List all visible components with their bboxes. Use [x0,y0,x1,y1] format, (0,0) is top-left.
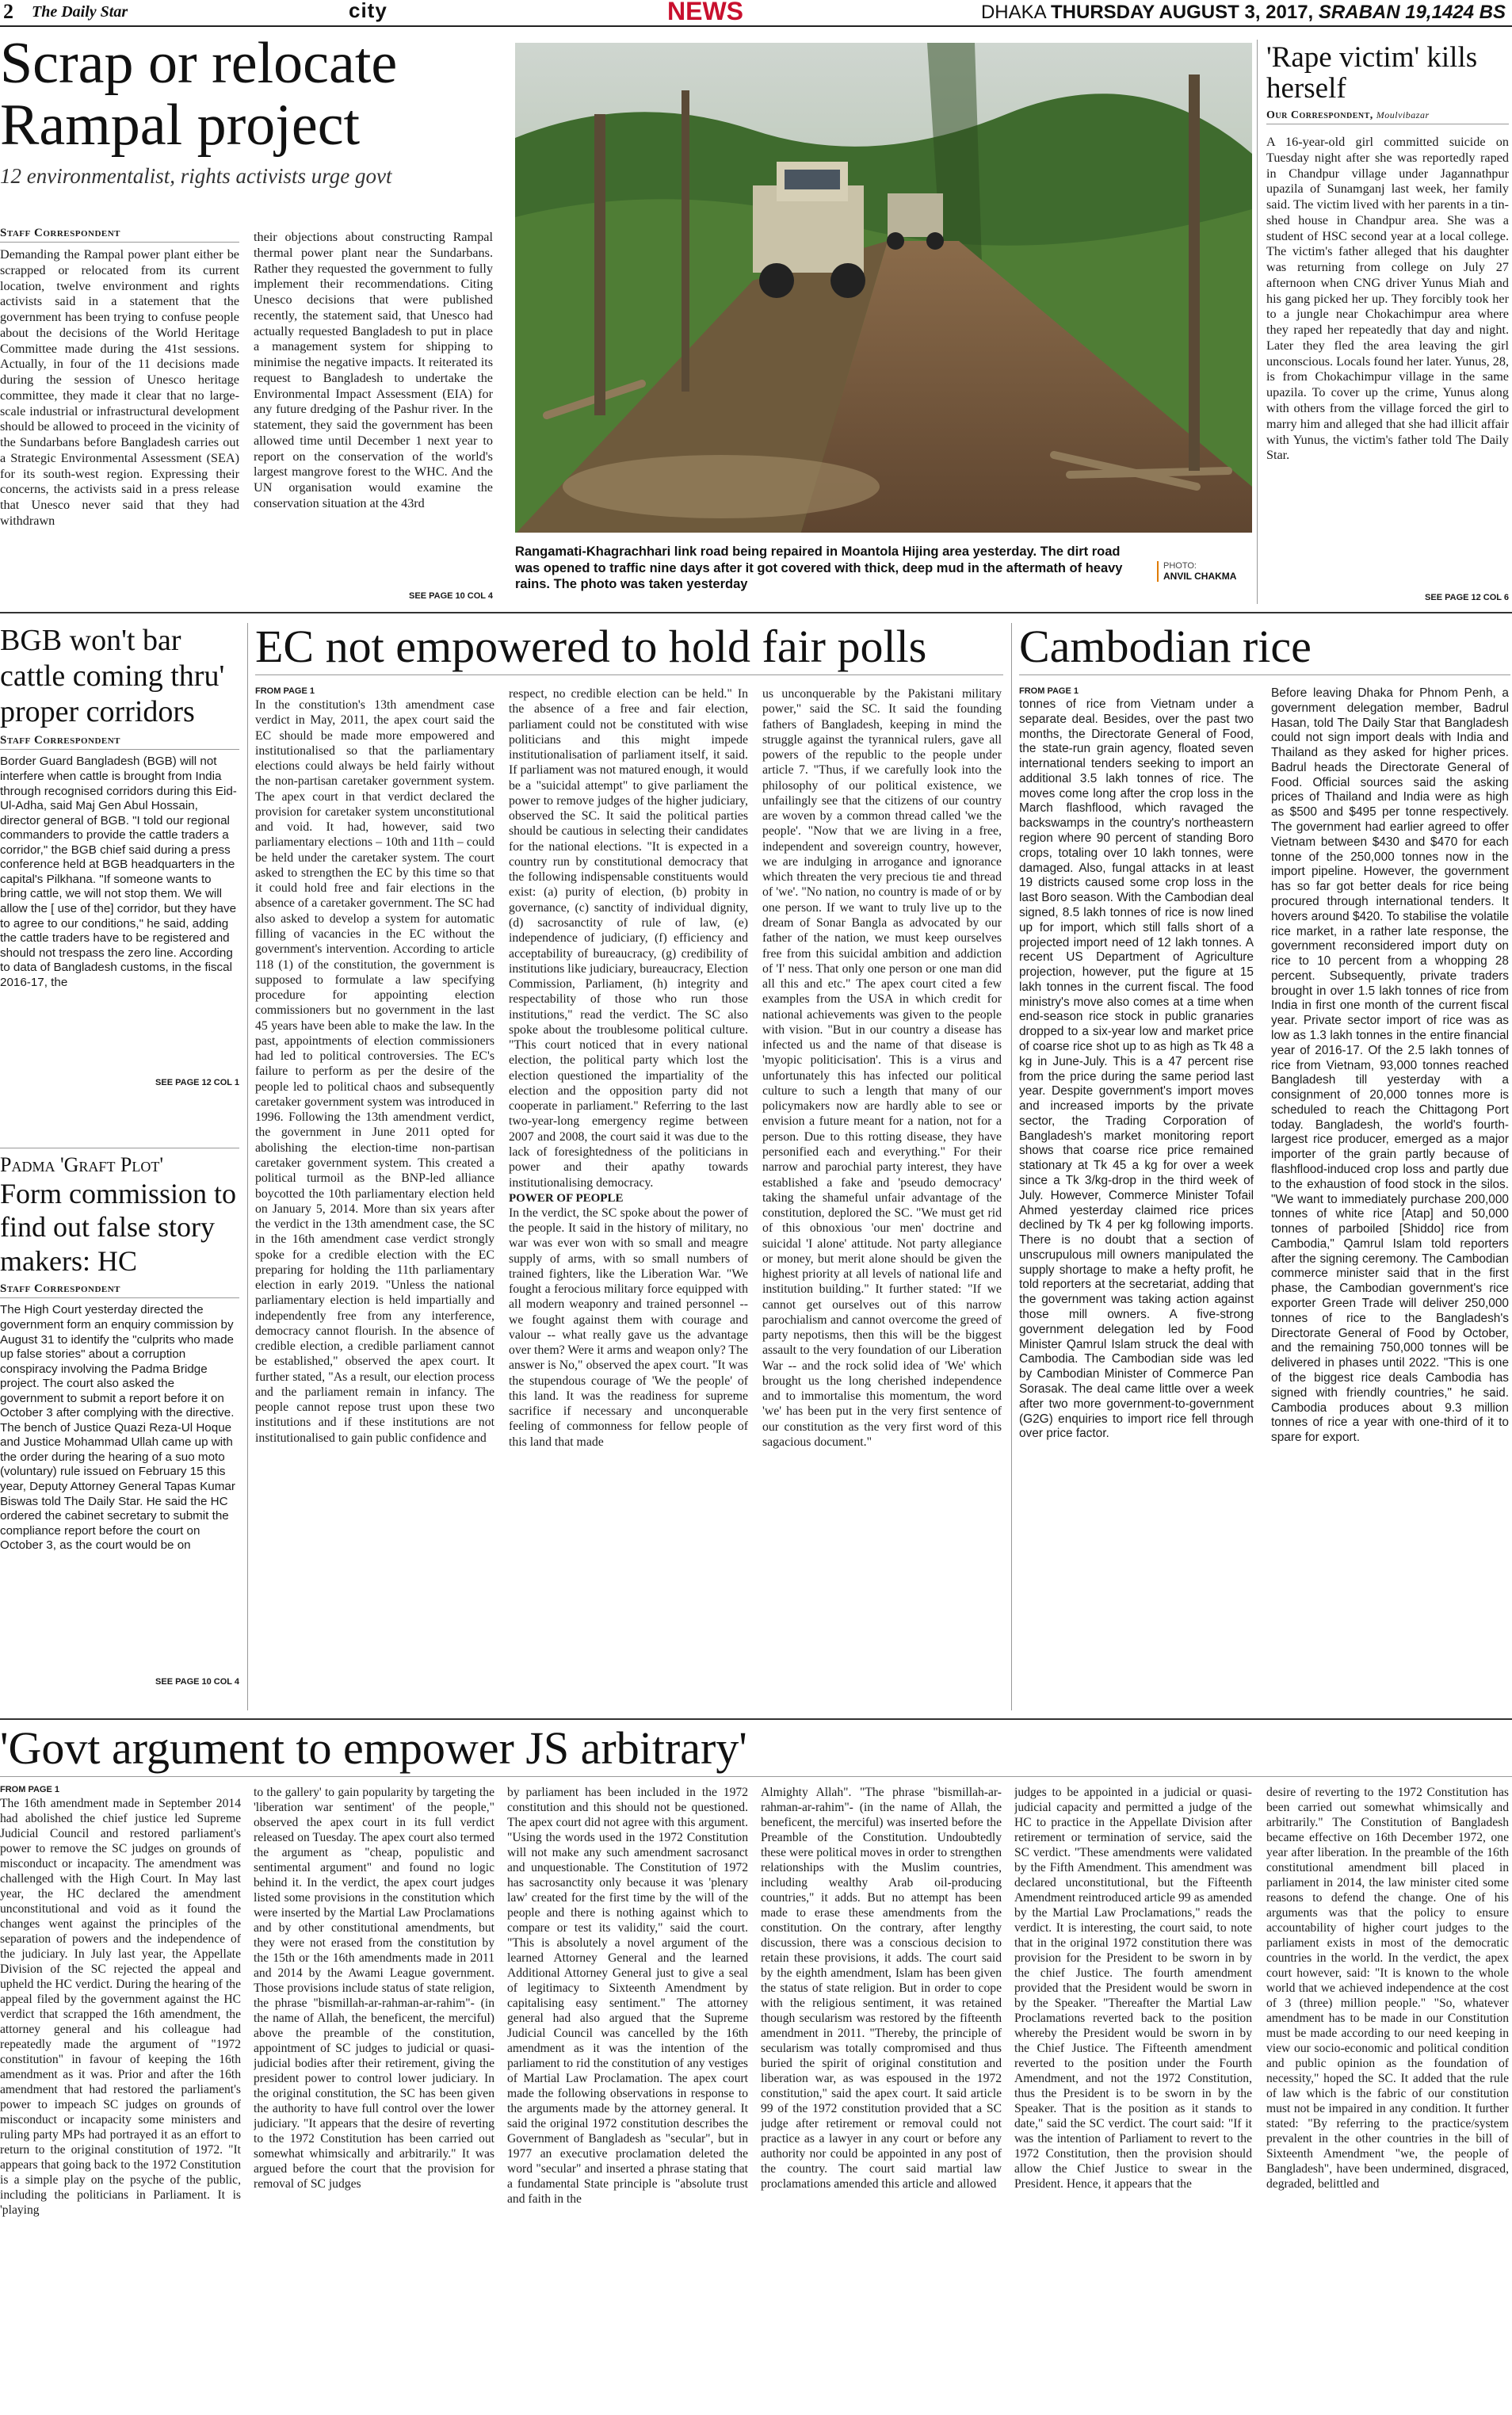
from-page-label: FROM PAGE 1 [0,1785,59,1794]
story-column-1: In the constitution's 13th amendment case verdict in May, 2011, the apex court said the EC should be made more empowered and institutionalised so that the parliamentary elections could always be held fairly without the non-partisan caretaker government system. The apex court in that verdict declared the provision for caretaker system unconstitutional and void. It had, however, said two parliamentary elections – 10th and 11th – could be held under the caretaker system. The court asked to strengthen the EC by this time so that it could hold free and fair elections in the absence of a caretaker government. The SC had also asked to develop a system for automatic filling of vacancies in the EC without the government's intervention. According to article 118 (1) of the constitution, the government is supposed to formulate a law specifying procedure for appointing election commissioners but no government in the last 45 years have been able to make the law. In the past, appointments of election commissioners had led to political controversies. The EC's failure to perform as per the desire of the people led to political chaos and subsequently caretaker government system was introduced in 1996. Following the 13th amendment verdict, the government in June 2011 opted for abolishing the election-time non-partisan caretaker government system. This created a political turmoil as the BNP-led alliance boycotted the 10th parliamentary election held on January 5, 2014. More than six years after the verdict in the 13th amendment case, the SC in the 16th amendment case verdict strongly spoke for a credible election with the EC preparing for holding the 11th parliamentary election in early 2019. "Unless the national parliamentary election is held impartially and independently free from any interference, democracy cannot flourish. In the absence of credible election, a credible parliament cannot be established," observed the apex court. It further stated, "As a result, our election process and the parliament remain in infancy. The people cannot repose trust upon these two institutions and if these institutions are not institutionalised to gain public confidence and [255,698,494,1445]
photo-credit-name: ANVIL CHAKMA [1163,571,1237,582]
story-bgb [0,623,239,1154]
story-body: Border Guard Bangladesh (BGB) will not interfere when cattle is brought from India through recognised corridors during this Eid-Ul-Adha, said Maj Gen Abul Hossain, director general of BGB. "I told our regional commanders to provide the cattle traders a corridor," the BGB chief said during a press conference held at BGB headquarters in the capital's Pilkhana. "If someone wants to bring cattle, we will not stop them. We will allow the [ use of the] corridor, but they have to agree to our conditions," he said, adding the cattle traders have to be registered and should not trespass the zero line. According to data of Bangladesh customs, in the fiscal 2016-17, the [0,755,237,989]
story-column-4: Almighty Allah". "The phrase "bismillah-ar-rahman-ar-rahim"- (in the name of Allah, the beneficent, the merciful) was inserted before the Preamble of the Constitution. Undoubtedly these were political moves in order to strengthen relationships with the Muslim countries, including wealthy Arab oil-producing countries," it adds. But no attempt has been made to erase these amendments from the constitution. On the contrary, after lengthy discussion, there was a conscious decision to retain these provisions, it adds. The court said by the eighth amendment, Islam has been given the status of state religion. But in order to cope with the religious sentiment, it was retained though secularism was restored by the fifteenth amendment in 2011. "Thereby, the principle of secularism was totally compromised and thus buried the spirit of original constitution and liberation war, as was espoused in the 1972 constitution," said the apex court. It said article 99 of the 1972 constitution provided that a SC judge after retirement or removal could not practice as a lawyer in any court or before any authority nor could be appointed in any post of the country. The court said martial law proclamations amended this article and allowed [761,1786,1002,2191]
story-column-2b-text: In the verdict, the SC spoke about the power of the people. It said in the history of military, no war was ever won with so small and meagre supply of arms, with so small numbers of trained fighters, like the Liberation War. "We fought a ferocious military force equipped with all modern weaponry and trained personnel -- we fought against them with courage and valour -- what really gave us the advantage over them? Were it arms and weapon only? The answer is No," observed the apex court. "It was the stupendous courage of 'We the people' of this land. It was the readiness for supreme sacrifice if necessary and unconquerable feeling of commonness for fellow people of this land that made [509,1206,748,1449]
dateline [981,2,1506,24]
road-repair-photo [515,43,1252,533]
story-rice [1019,623,1510,1710]
from-page-label: FROM PAGE 1 [1019,686,1079,696]
headline: 'Rape victim' kills herself [1266,41,1478,105]
photo-caption: Rangamati-Khagrachhari link road being repaired in Moantola Hijing area yesterday. The dirt road was opened to traffic nine days after it got covered with thick, deep mud in the aftermath of heavy rains. The photo was taken yesterday [515,545,1123,592]
byline [1266,109,1509,124]
story-column-3: us unconquerable by the Pakistani military power," said the SC. It said the founding fathers of Bangladesh, keeping in mind the struggle against the tyrannical rulers, gave all powers of the republic to the people under article 7. "Thus, if we carefully look into the philosophy of our political existence, we unfailingly see that the citizens of our country are woven by a common thread called 'we the people'. "Now that we are living in a free, independent and sovereign country, however, we are indulging in arrogance and ignorance which threaten the very precious tie and thread of 'we'. "No nation, no country is made of or by one person. If we want to truly live up to the dream of Sonar Bangla as advocated by our father of the nation, we must keep ourselves free from this suicidal ambition and addiction of 'I' ness. That only one person or one man did all this and etc." The apex court cited a few examples from the USA in which credit for national achievements was given to the people with vision. "But in our country a disease has infected us and the name of that disease is 'myopic politicisation'. This is a virus and unfortunately this has infected our political culture to such a length that many of our policymakers now are hardly able to see or envision a future meant for a nation, not for a person. Due to this rotting disease, they have personified each and everything." For their narrow and parochial party interest, they have established a fake and 'pseudo democracy' taking the shameful unfair advantage of the constitution, deplored the SC. "We must get rid of this obnoxious 'our men' doctrine and suicidal 'I alone' attitude. Not party allegiance or money, but merit alone should be given the highest priority at all levels of national life and institution building." It further stated: "If we cannot get ourselves out of this narrow parochialism and cannot overcome the greed of party nepotisms, then this will be the biggest assault to the very foundation of our Liberation War -- and the rock solid idea of 'We' which brought us the long cherished independence and to immortalise this momentum, the word 'we' has been put in the very first sentence of our constitution as the very first word of this sagacious document." [762,687,1002,1450]
photo-block [515,43,1252,606]
page-number: 2 [3,0,13,23]
story-column-2 [509,686,748,1702]
headline: Cambodian rice [1019,623,1510,675]
headline: BGB won't bar cattle coming thru' proper corridors [0,624,225,728]
story-column-2: Before leaving Dhaka for Phnom Penh, a government delegation member, Badrul Hasan, told The Daily Star that Bangladesh could not sign import deals with India and Thailand as they asked for higher prices. Badrul heads the Directorate General of Food. Official sources said the asking prices of Thailand and India were as high as $500 and $495 per tonne respectively. The government had earlier agreed to offer Vietnam between $430 and $470 for each tonne of the 250,000 tonnes now in the import pipeline. However, the government has so far got better deals for rice being procured through international tenders. It hovers around $420. To stabilise the volatile rice market, in a rather late response, the government reconsidered import duty on rice to 10 percent from a whopping 28 percent. Subsequently, private traders brought in over 1.5 lakh tonnes of rice from India in first one month of the current fiscal year. Private sector import of rice was as low as 1.3 lakh tonnes in the entire financial year of 2016-17. Of the 2.5 lakh tonnes of rice from Vietnam, 93,000 tonnes reached Bangladesh till yesterday with a consignment of 20,000 tonnes more is scheduled to reach the Chittagong Port today. Bangladesh, the world's fourth-largest rice producer, emerged as a major importer of the grain partly because of flashflood-induced crop loss and partly due to the exhaustion of food stock in the silos. "We want to immediately purchase 200,000 tonnes of white rice [Atap] and 50,000 tonnes of parboiled [Shiddo] rice from Cambodia," Qamrul Islam told reporters after the signing ceremony. The Cambodian commerce minister said that in the first phase, the Cambodian government's rice exporter Green Trade will deliver 250,000 tonnes of rice to the Bangladesh's Directorate General of Food by October, and the remaining 750,000 tonnes will be delivered in phases until 2022. "This is one of the biggest rice deals Cambodia has signed with friendly countries," he said. Cambodia produces about 9.3 million tonnes of rice a year with one-third of it to spare for export. [1271,686,1509,1445]
story-column-2: their objections about constructing Rampal thermal power plant near the Sundarbans. Rather they requested the government to fully implement their recommendations. Citing Unesco decisions that were published recently, the statement said, that Unesco had actually requested Bangladesh to put in place a management system for shipping to minimise the negative impacts. It reiterated its request to Bangladesh to undertake the Environmental Impact Assessment (EIA) for any future dredging of the Pashur river. In the statement, they said the government has been allowed time until December 1 next year to report on the conservation of the world's largest mangrove forest to the WHC. And the UN organisation would examine the conservation situation at the 43rd [254,230,493,511]
continuation-link[interactable]: SEE PAGE 12 COL 1 [155,1078,239,1088]
kicker: Padma 'Graft Plot' [0,1153,164,1176]
byline: Staff Correspondent [0,227,239,243]
byline: Staff Correspondent [0,734,239,750]
story-column-2-text: respect, no credible election can be held." In the absence of a free and fair election, parliament could not be constituted with wise politicians and this might impede institutionalisation of parliament itself, it said. If parliament was not matured enough, it would be a "suicidal attempt" to give parliament the power to remove judges of the higher judiciary, observed the SC. It said the political parties should be cautious in selecting their candidates for the national elections. "It is expected in a country run by constitutional democracy that the following indispensable constituents would exist: (a) purity of election, (b) probity in governance, (c) sanctity of individual dignity, (d) sacrosanctity of rule of law, (e) independence of judiciary, (f) efficiency and acceptability of bureaucracy, (g) credibility of institutions like judiciary, bureaucracy, Election Commission, Parliament, (h) integrity and respectability of those who run those institutions," read the verdict. The SC also spoke about the troublesome political culture. "This court noticed that in every national election, the political party which lost the election questioned the impartiality of the election and the opposition party did not cooperate in parliament." Referring to the last two-year-long emergency regime between 2007 and 2008, the court said it was due to the lack of foresightedness of the politicians in power and their apathy towards institutionalising democracy. [509,687,748,1190]
story-ec [255,623,1003,1710]
photo-credit-label: PHOTO: [1163,561,1197,571]
from-page-label: FROM PAGE 1 [255,686,315,696]
story-body: A 16-year-old girl committed suicide on Tuesday night after she was reportedly raped in Chandpur village under Jagannathpur upazila of Sunamganj last week, her family said. The victim lived with her parents in a tin-shed house in Chandpur area. She was a student of HSC second year at a local college. The victim's father alleged that his daughter was returning from college on July 27 afternoon when CNG driver Yunus Miah and his gang picked her up. They forcibly took her to a jungle near Chokachimpur area where they raped her repeatedly that day and night. Later they fled the area leaving the girl unconscious. Locals found her later. Yunus, 28, is from Chokachimpur village in the same upazila. To cover up the crime, Yunus along with others from the village forced the girl to marry him and alleged that she had illicit affair with Yunus, the victim's father told The Daily Star. [1266,135,1509,463]
headline: Scrap or relocate Rampal project [0,31,398,158]
headline: EC not empowered to hold fair polls [255,623,1003,675]
dateline-date: THURSDAY AUGUST 3, 2017, [1051,2,1314,23]
masthead [0,0,1512,27]
dateline-city: DHAKA [980,2,1046,23]
column-rule [1011,623,1012,1710]
column-rule [247,623,248,1710]
story-rampal [0,33,499,604]
subhead: 12 environmentalist, rights activists urge govt [0,164,392,189]
story-column-2: to the gallery' to gain popularity by targeting the 'liberation war sentiment' of the people," observed the apex court in its full verdict released on Tuesday. The apex court also termed the argument as "cheap, populistic and sentimental argument" and found no logic behind it. In the verdict, the apex court judges listed some provisions in the constitution which were inserted by the Martial Law Proclamations and by other constitutional amendments, but they were not erased from the constitution by the 15th or the 16th amendments made in 2011 and 2014 by the Awami League government. Those provisions include status of state religion, the phrase "bismillah-ar-rahman-ar-rahim"- (in the name of Allah, the beneficent, the merciful) above the preamble of the constitution, appointment of SC judges to judicial or quasi-judicial bodies after their retirement, giving the president power to control lower judiciary. In the original constitution, the SC has been given the authority to have full control over the lower judiciary. "It appears that the desire of reverting to the 1972 Constitution has been carried out somewhat whimsically and arbitrarily." It was argued before the court that the provision for removal of SC judges [254,1786,494,2191]
dateline-bangla: SRABAN 19,1424 BS [1318,2,1506,23]
subhead-power-of-people: POWER OF PEOPLE [509,1191,624,1205]
continuation-link[interactable]: SEE PAGE 10 COL 4 [409,591,493,601]
story-column-5: judges to be appointed in a judicial or quasi-judicial capacity and permitted a judge of the HC to practice in the Appellate Division after retirement or termination of service, said the SC verdict. "These amendments were validated by the Fifth Amendment. This amendment was declared unconstitutional, but the Fifteenth Amendment reintroduced article 99 as amended by the Martial Law Proclamations," reads the verdict. It is interesting, the court said, to note that in the original 1972 constitution there was provision for the President to be sworn in by the chief Justice. The fourth amendment provided that the President would be sworn in by the Speaker. "Thereafter the Martial Law Proclamations reverted back to the position whereby the President would be sworn in by the Chief Justice. The Fifteenth amendment reverted to the position under the Fourth Amendment, and not the 1972 Constitution, thus the President is to be sworn in by the Speaker. That is the position as it stands to date," said the SC verdict. The court said: "If it was the intention of Parliament to revert to the 1972 Constitution, then the provision should allow the Chief Justice to swear in the President. Hence, it appears that the [1014,1786,1252,2191]
section-label: NEWS [667,0,743,25]
section-divider [0,1718,1512,1720]
headline: Form commission to find out false story makers: HC [0,1178,237,1277]
photo-credit [1157,561,1250,582]
paper-logo: The Daily Star [32,3,128,21]
story-js [0,1722,1512,2413]
byline: Staff Correspondent [0,1282,239,1298]
story-column-1: tonnes of rice from Vietnam under a separate deal. Besides, over the past two months, the Directorate General of Food, the state-run grain agency, floated seven international tenders seeking to import an additional 3.5 lakh tonnes of rice. The moves come long after the crop loss in the March flashflood, which ravaged the backswamps in the country's northeastern region where 90 percent of standing Boro crops, totaling over 10 lakh tonnes, were damaged. Also, fungal attacks in at least 19 districts caused some crop loss in the last Boro season. With the Cambodian deal signed, 8.5 lakh tonnes of rice is now lined up for import, which still falls short of a projected import need of 12 lakh tonnes. A recent US Department of Agriculture projection, however, put the figure at 15 lakh tonnes in the current fiscal. The food ministry's move also comes at a time when end-season rice stock in public granaries dropped to a six-year low and market price of coarse rice shot up to as high as Tk 48 a kg in June-July. This is a 47 percent rise from the price during the same period last year. Despite government's import moves and increased imports by the private sector, the Trading Corporation of Bangladesh's market monitoring report shows that coarse rice price remained stationary at Tk 45 a kg for over a week since a Tk 3/kg-drop in the third week of July. However, Commerce Minister Tofail Ahmed yesterday claimed rice prices declined by Tk 4 per kg following imports. There is no doubt that a section of unscrupulous mill owners manipulated the supply shortage to make a hefty profit, he told reporters at the secretariat, adding that the government was taking action against those mill owners. A five-strong government delegation led by Food Minister Qamrul Islam struck the deal with Cambodia. The Cambodian side was led by Cambodian Minister of Commerce Pan Sorasak. The deal came little over a week after two more government-to-government (G2G) enquiries to import rice fell through over price factor. [1019,697,1254,1441]
section-divider [0,612,1512,613]
story-column-3: by parliament has been included in the 1972 constitution and this should not be questioned. The apex court did not agree with this argument. "Using the words used in the 1972 Constitution will not make any such amendment sacrosanct and unquestionable. The Constitution of 1972 has sacrosanctity only because it was 'plenary law' created for the first time by the will of the people and there is nothing against which to compare or test its validity," said the court. "This is absolutely a novel argument of the learned Attorney General and the learned Additional Attorney General just to give a seal of legitimacy to Sixteenth Amendment by capitalising easy sentiment." The attorney general had also argued that the Supreme Judicial Council was cancelled by the 16th amendment as it was the intention of the parliament to rid the constitution of any vestiges of Martial Law Proclamation. The apex court made the following observations in response to the arguments made by the attorney general. It said the original 1972 constitution describes the Government of Bangladesh as "secular", but in 1977 an executive proclamation deleted the word "secular" and inserted a phrase stating that a fundamental State principle is "absolute trust and faith in the [507,1786,748,2207]
column-rule [1257,40,1258,604]
story-padma [0,1148,239,1708]
story-rape-victim [1266,43,1509,607]
continuation-link[interactable]: SEE PAGE 12 COL 6 [1425,593,1509,602]
story-column-6: desire of reverting to the 1972 Constitution has been carried out somewhat whimsically and arbitrarily." The Constitution of Bangladesh became effective on 16th December 1972, one year after liberation. In the preamble of the 16th constitutional amendment bill placed in parliament in 2014, the law minister cited some reasons to defend the change. One of his arguments was that the policy to ensure accountability of higher court judges to the parliament exists in most of the democratic countries in the world. In the verdict, the apex court however, said: "It is known to the whole world that we achieved independence at the cost of 3 (three) million people." "So, whatever amendment has to be made in our Constitution must be made according to our need keeping in view our socio-economic and political condition and public opinion as the foundation of necessity," hoped the SC. It added that the rule of law which is the fabric of our constitution must not be impaired in any condition. It further stated: "By referring to the practice/system prevalent in the other countries in the bill of Sixteenth Amendment "we, the people of Bangladesh", have been undermined, disgraced, degraded, belittled and [1266,1786,1509,2191]
story-column-1: The 16th amendment made in September 2014 had abolished the chief justice led Supreme Judicial Council and restored parliament's power to remove the SC judges on grounds of misconduct or incapacity. The amendment was challenged with the High Court. In May last year, the HC declared the amendment unconstitutional and void as it found the changes went against the principles of the separation of powers and the independence of the judiciary. In July last year, the Appellate Division of the SC rejected the appeal and upheld the HC verdict. During the hearing of the appeal filed by the government against the HC verdict that scrapped the 16th amendment, the attorney general and his colleague had repeatedly made the argument of "1972 constitution" in favour of keeping the 16th amendment as it was. Prior and after the 16th amendment that had restored the parliament's power to impeach SC judges on grounds of misconduct or incapacity some ministers and ruling party MPs had portrayed it as an effort to return to the original constitution of 1972. "It appears that going back to the 1972 Constitution is a simple play on the psyche of the public, including the politicians in Parliament. It is 'playing [0,1797,241,2218]
byline-place: Moulvibazar [1376,109,1430,120]
section-name: city [349,0,388,22]
story-column-1: Demanding the Rampal power plant either be scrapped or relocated from its current location, twelve environment and rights activists said in a statement that the government has been trying to confuse people about the decisions of the World Heritage Committee made during the 41st sessions. Actually, in four of the 11 decisions made during the session of Unesco heritage committee, they made it clear that no large-scale industrial or infrastructural development should be allowed to proceed in the vicinity of the Sundarbans before Bangladesh carries out a Strategic Environmental Assessment (SEA) for its south-west region. Expressing their concerns, the activists said in a press release that Unesco never said that they had withdrawn [0,247,239,529]
headline: 'Govt argument to empower JS arbitrary' [0,1725,1512,1777]
continuation-link[interactable]: SEE PAGE 10 COL 4 [155,1677,239,1687]
byline-label: Our Correspondent, [1266,109,1373,121]
story-body: The High Court yesterday directed the government form an enquiry commission by August 31 to identify the "culprits who made up false stories" about a corruption conspiracy involving the Padma Bridge project. The court also asked the government to submit a report before it on October 3 after complying with the directive. The bench of Justice Quazi Reza-Ul Hoque and Justice Mohammad Ullah came up with the order during the hearing of a suo moto (voluntary) rule issued on February 15 this year, Deputy Attorney General Tapas Kumar Biswas told The Daily Star. He said the HC ordered the cabinet secretary to submit the compliance report before the court on October 3, as the court would be on [0,1303,235,1553]
